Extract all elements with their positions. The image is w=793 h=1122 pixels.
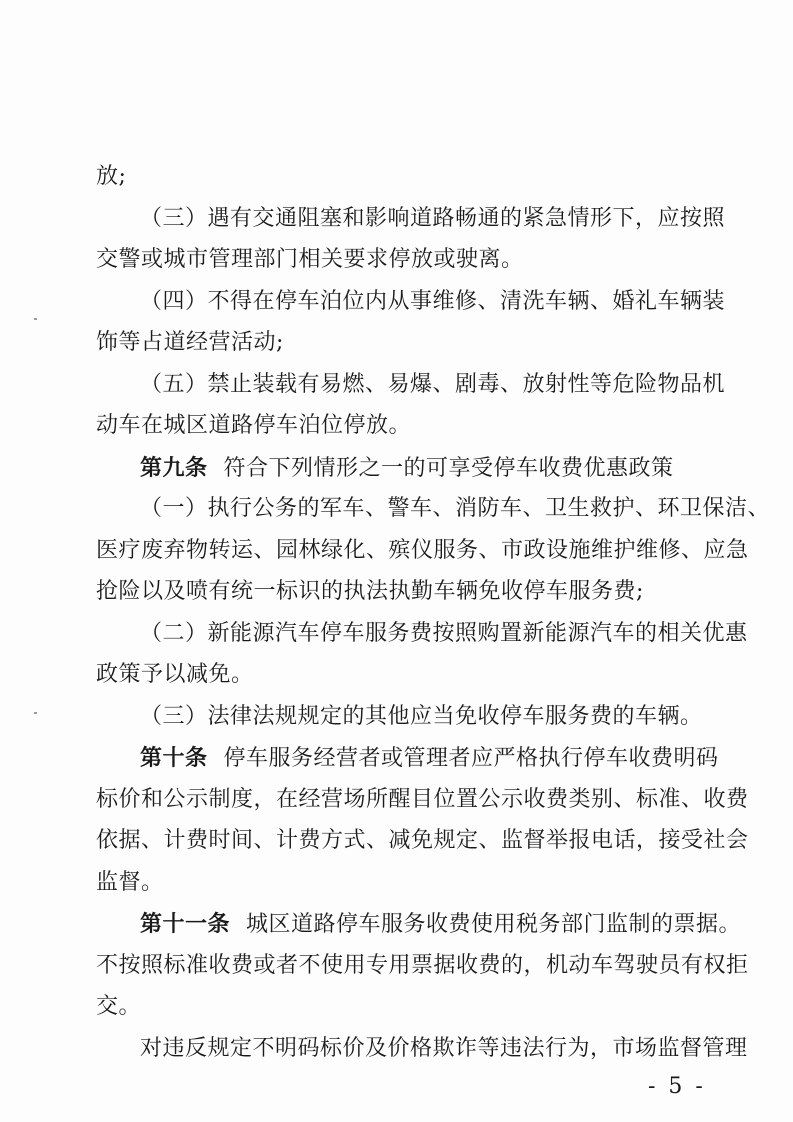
text-line: 放; bbox=[96, 164, 127, 189]
article-11 bbox=[140, 907, 742, 942]
article-11-text: 城区道路停车服务收费使用税务部门监制的票据。 bbox=[246, 912, 742, 937]
text-line: （二）新能源汽车停车服务费按照购置新能源汽车的相关优惠 bbox=[140, 621, 748, 646]
text-line: 监督。 bbox=[96, 870, 164, 895]
article-10-text: 停车服务经营者或管理者应严格执行停车收费明码 bbox=[223, 746, 719, 771]
article-10 bbox=[140, 741, 719, 776]
text-line: 交警或城市管理部门相关要求停放或驶离。 bbox=[96, 247, 524, 272]
text-line: （四）不得在停车泊位内从事维修、清洗车辆、婚礼车辆装 bbox=[140, 289, 726, 314]
text-line: 医疗废弃物转运、园林绿化、殡仪服务、市政设施维护维修、应急 bbox=[96, 538, 749, 563]
margin-mark bbox=[34, 318, 37, 320]
text-line: 动车在城区道路停车泊位停放。 bbox=[96, 413, 412, 438]
text-line: 交。 bbox=[96, 994, 142, 1019]
text-line: 政策予以减免。 bbox=[96, 662, 254, 687]
text-line: 依据、计费时间、计费方式、减免规定、监督举报电话，接受社会 bbox=[96, 828, 749, 853]
article-10-heading: 第十条 bbox=[140, 745, 208, 771]
article-9-text: 符合下列情形之一的可享受停车收费优惠政策 bbox=[223, 456, 674, 481]
text-line: 不按照标准收费或者不使用专用票据收费的，机动车驾驶员有权拒 bbox=[96, 953, 749, 978]
text-line: （三）遇有交通阻塞和影响道路畅通的紧急情形下，应按照 bbox=[140, 206, 726, 231]
article-9-heading: 第九条 bbox=[140, 455, 208, 481]
text-line: （一）执行公务的军车、警车、消防车、卫生救护、环卫保洁、 bbox=[140, 496, 771, 521]
margin-mark bbox=[34, 712, 37, 714]
article-9 bbox=[140, 451, 696, 486]
text-line: 对违反规定不明码标价及价格欺诈等违法行为，市场监督管理 bbox=[140, 1036, 748, 1061]
text-line: 标价和公示制度，在经营场所醒目位置公示收费类别、标准、收费 bbox=[96, 787, 749, 812]
text-line: （五）禁止装载有易燃、易爆、剧毒、放射性等危险物品机 bbox=[140, 372, 726, 397]
article-11-heading: 第十一条 bbox=[140, 911, 231, 937]
text-line: 饰等占道经营活动; bbox=[96, 330, 284, 355]
page-number: - 5 - bbox=[648, 1074, 706, 1099]
text-line: （三）法律法规规定的其他应当免收停车服务费的车辆。 bbox=[140, 704, 703, 729]
text-line: 抢险以及喷有统一标识的执法执勤车辆免收停车服务费; bbox=[96, 579, 644, 604]
